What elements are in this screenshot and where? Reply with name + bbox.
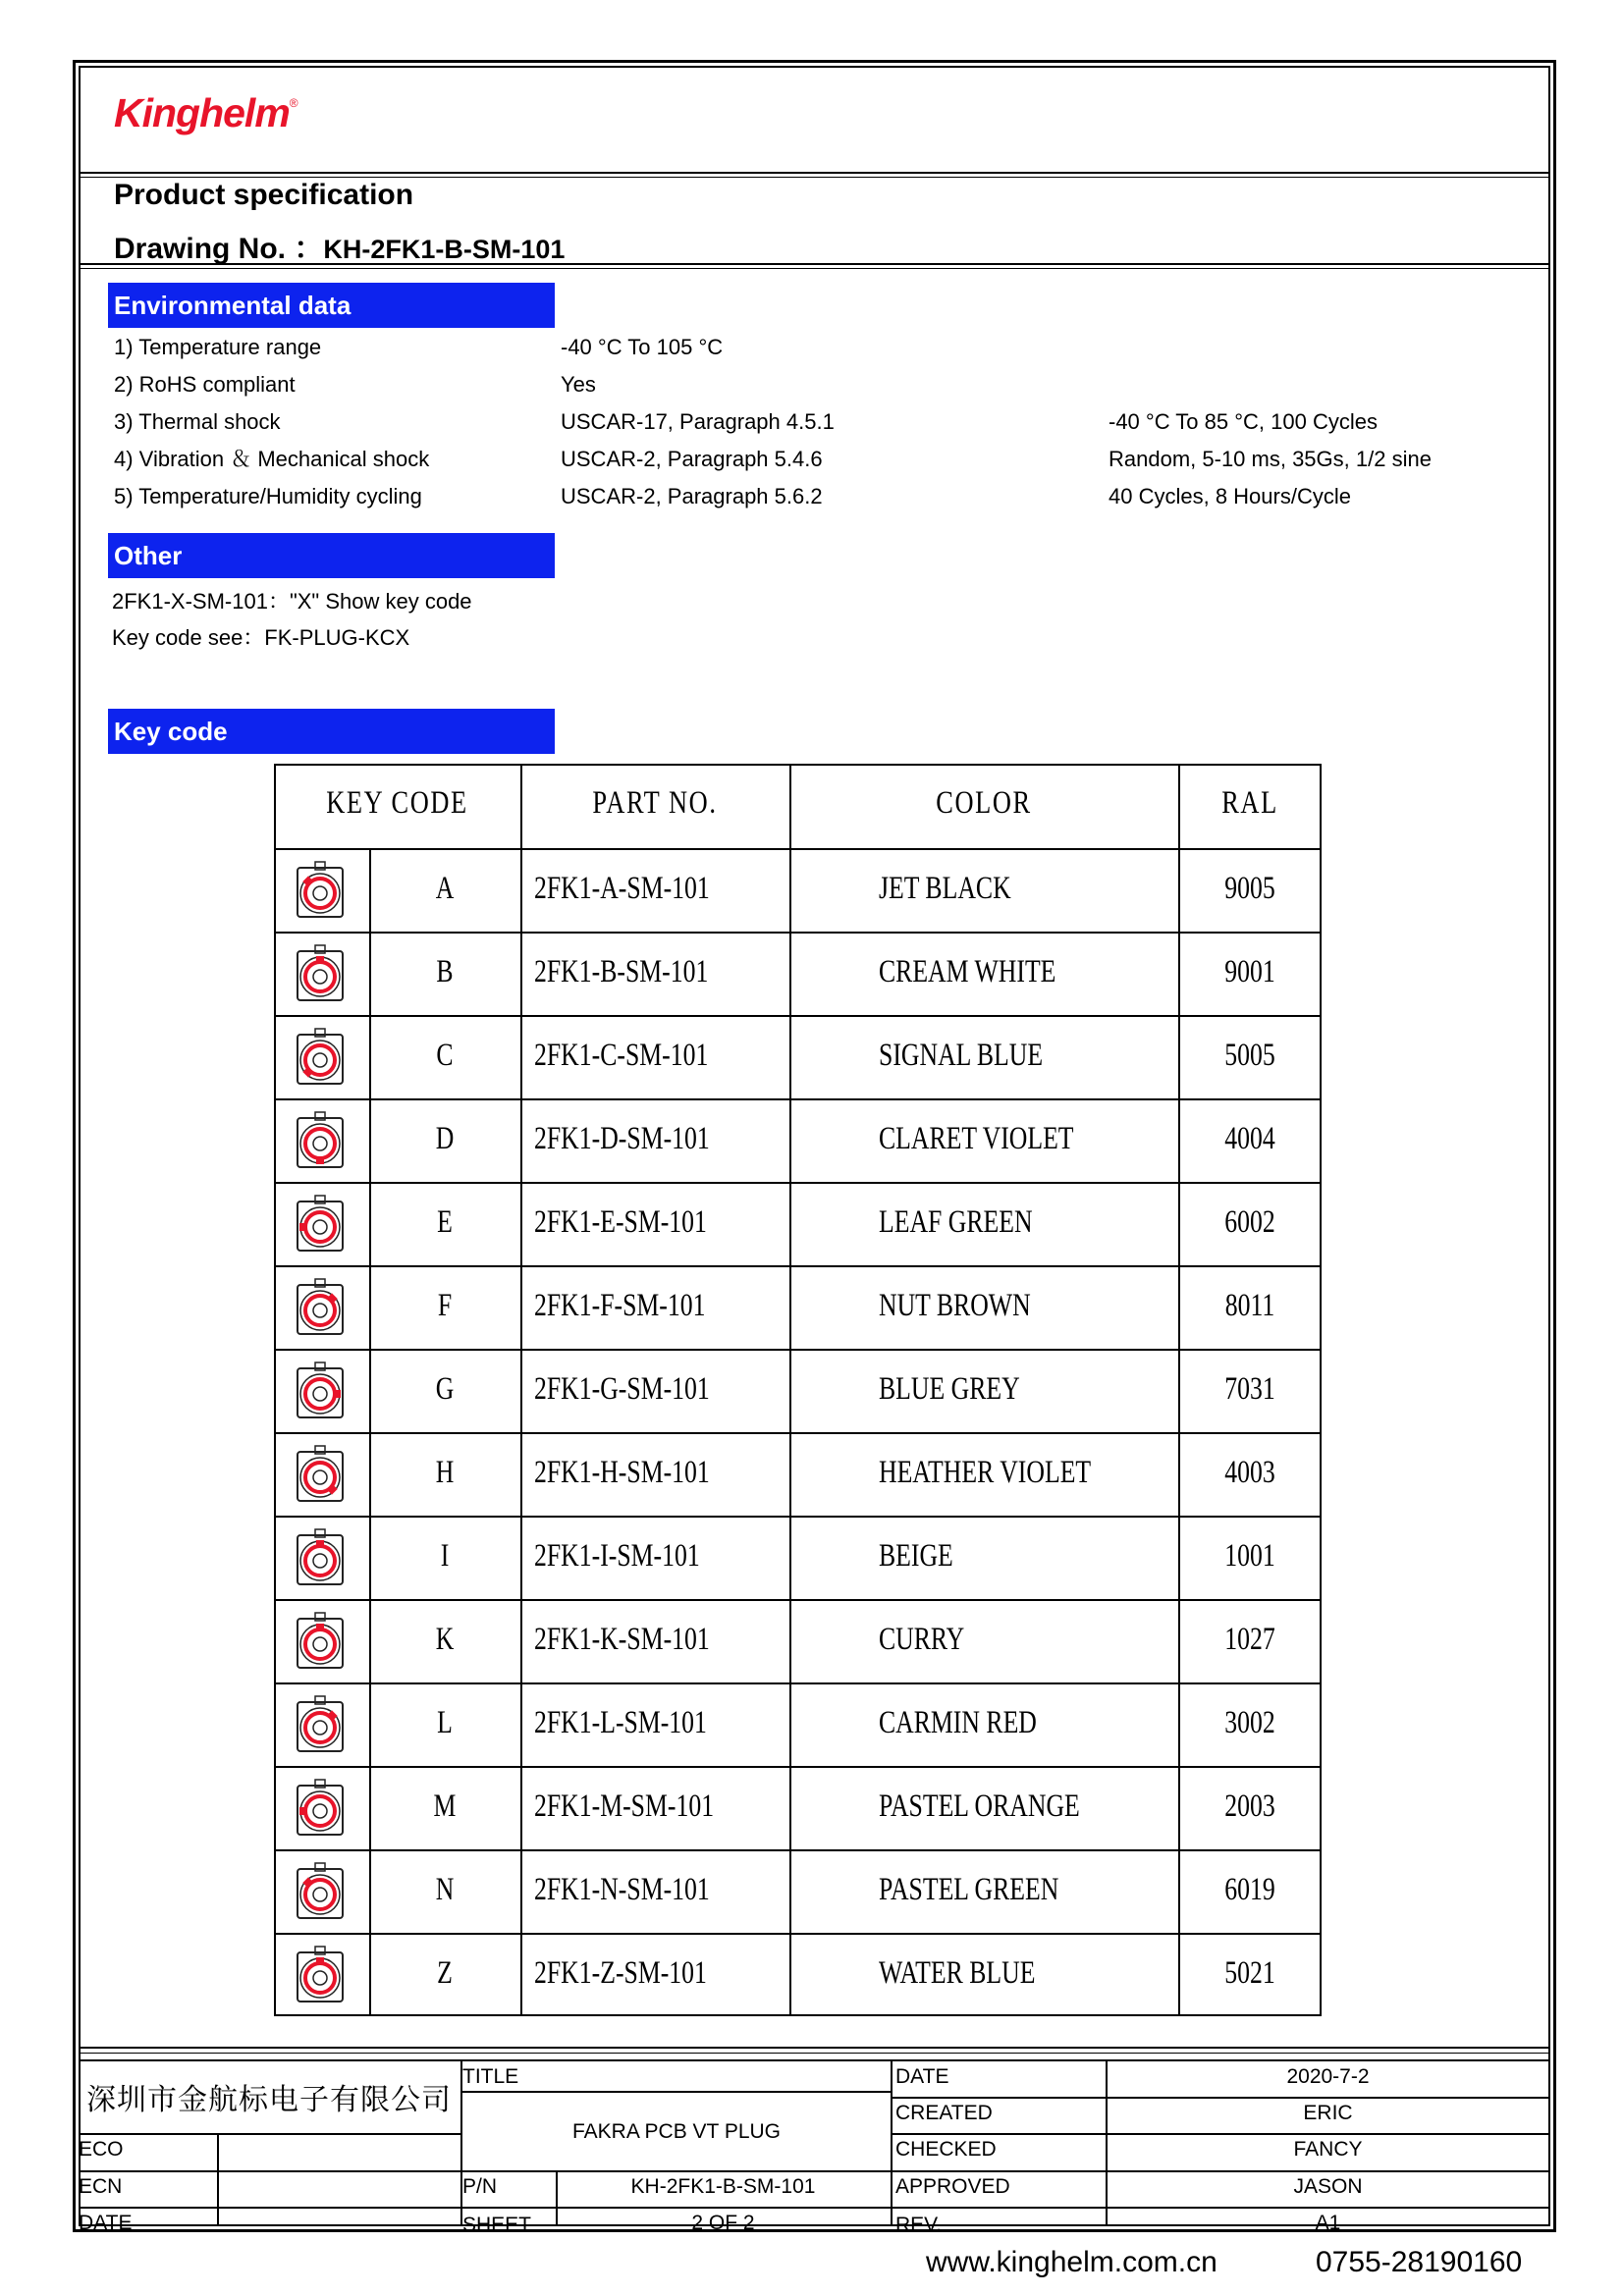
title-block-line	[217, 2133, 219, 2226]
date-label-left: DATE	[79, 2212, 133, 2234]
keycode-ral: 4004	[1224, 1120, 1275, 1156]
keycode-part: 2FK1-B-SM-101	[534, 953, 709, 989]
keycode-ral: 3002	[1224, 1704, 1275, 1740]
keycode-color: PASTEL GREEN	[879, 1871, 1059, 1907]
keycode-color: JET BLACK	[879, 870, 1011, 906]
keycode-color: WATER BLUE	[879, 1954, 1036, 1991]
keycode-ral: 1001	[1224, 1537, 1275, 1574]
keycode-code: L	[437, 1704, 453, 1740]
keycode-code: Z	[437, 1954, 453, 1991]
keycode-ral: 2003	[1224, 1788, 1275, 1824]
spec-title: Product specification	[114, 179, 414, 211]
env-item: 1) Temperature range	[114, 335, 322, 359]
title-block-line	[891, 2207, 1550, 2209]
table-row-line	[274, 1182, 1322, 1184]
title-block-line	[1106, 2059, 1108, 2226]
title-block-line	[460, 2059, 462, 2226]
created-label: CREATED	[895, 2102, 993, 2124]
env-spec: -40 °C To 105 °C	[561, 335, 724, 359]
other-heading: Other	[108, 533, 555, 578]
divider	[79, 177, 1550, 178]
keycode-code: K	[435, 1621, 455, 1657]
table-header-cell: PART NO.	[592, 785, 718, 821]
keycode-code: F	[437, 1287, 453, 1323]
keycode-color: BEIGE	[879, 1537, 953, 1574]
table-row-line	[274, 932, 1322, 934]
keycode-color: NUT BROWN	[879, 1287, 1031, 1323]
keycode-ral: 5021	[1224, 1954, 1275, 1991]
keycode-color: PASTEL ORANGE	[879, 1788, 1080, 1824]
keycode-ral: 4003	[1224, 1454, 1275, 1490]
keycode-code: C	[436, 1037, 454, 1073]
keycode-part: 2FK1-G-SM-101	[534, 1370, 710, 1407]
table-row-line	[274, 1516, 1322, 1518]
table-row-line	[274, 1265, 1322, 1267]
env-cond: -40 °C To 85 °C, 100 Cycles	[1109, 409, 1378, 434]
keycode-ral: 7031	[1224, 1370, 1275, 1407]
keycode-ral: 9005	[1224, 870, 1275, 906]
checked-label: CHECKED	[895, 2138, 997, 2161]
title-block-line	[891, 2133, 1550, 2135]
other-line: 2FK1-X-SM-101："X" Show key code	[112, 589, 472, 614]
table-row-line	[274, 1432, 1322, 1434]
title-block-line	[79, 2059, 1550, 2061]
connector-key-icon	[295, 1945, 346, 2005]
connector-key-icon	[295, 1194, 346, 1255]
title-label: TITLE	[462, 2065, 519, 2088]
keycode-code: I	[440, 1537, 450, 1574]
date-value: 2020-7-2	[1286, 2065, 1370, 2088]
table-header-cell: COLOR	[936, 785, 1032, 821]
keycode-part: 2FK1-K-SM-101	[534, 1621, 710, 1657]
title-value: FAKRA PCB VT PLUG	[571, 2120, 782, 2143]
checked-value: FANCY	[1293, 2138, 1363, 2161]
table-row-line	[274, 1098, 1322, 1100]
env-item: 3) Thermal shock	[114, 409, 281, 434]
table-row-line	[274, 1349, 1322, 1351]
connector-key-icon	[295, 1361, 346, 1421]
table-row-line	[274, 848, 1322, 850]
keycode-code: B	[436, 953, 454, 989]
connector-key-icon	[295, 1694, 346, 1755]
connector-key-icon	[295, 1027, 346, 1088]
pn-label: P/N	[462, 2175, 498, 2198]
keycode-part: 2FK1-D-SM-101	[534, 1120, 710, 1156]
table-row-line	[274, 1933, 1322, 1935]
keycode-ral: 9001	[1224, 953, 1275, 989]
title-block-line	[556, 2170, 558, 2226]
keycode-part: 2FK1-Z-SM-101	[534, 1954, 707, 1991]
title-block-line	[79, 2170, 462, 2172]
table-row-line	[274, 1015, 1322, 1017]
keycode-part: 2FK1-N-SM-101	[534, 1871, 710, 1907]
keycode-ral: 8011	[1224, 1287, 1275, 1323]
keycode-ral: 5005	[1224, 1037, 1275, 1073]
connector-key-icon	[295, 1527, 346, 1588]
divider	[79, 2053, 1550, 2054]
drawing-number: Drawing No. ：KH-2FK1-B-SM-101	[114, 233, 566, 265]
title-block-line	[79, 2207, 462, 2209]
connector-key-icon	[295, 1861, 346, 1922]
title-block-line	[462, 2091, 891, 2093]
connector-key-icon	[295, 1110, 346, 1171]
keycode-color: CARMIN RED	[879, 1704, 1037, 1740]
table-row-line	[274, 1849, 1322, 1851]
keycode-color: SIGNAL BLUE	[879, 1037, 1044, 1073]
keycode-color: LEAF GREEN	[879, 1203, 1033, 1240]
keycode-color: HEATHER VIOLET	[879, 1454, 1092, 1490]
keycode-part: 2FK1-F-SM-101	[534, 1287, 706, 1323]
env-spec: Yes	[561, 372, 596, 397]
connector-key-icon	[295, 943, 346, 1004]
divider	[79, 268, 1550, 269]
keycode-color: CREAM WHITE	[879, 953, 1056, 989]
env-cond: 40 Cycles, 8 Hours/Cycle	[1109, 484, 1351, 508]
keycode-color: CURRY	[879, 1621, 965, 1657]
connector-key-icon	[295, 1277, 346, 1338]
eco-label: ECO	[79, 2138, 124, 2161]
divider	[79, 2047, 1550, 2049]
table-column-line	[520, 764, 522, 2016]
keycode-part: 2FK1-M-SM-101	[534, 1788, 715, 1824]
table-row-line	[274, 1682, 1322, 1684]
table-header-cell: RAL	[1221, 785, 1278, 821]
env-item: 2) RoHS compliant	[114, 372, 296, 397]
title-block-line	[891, 2059, 893, 2226]
table-column-line	[789, 764, 791, 2016]
environmental-heading: Environmental data	[108, 283, 555, 328]
approved-label: APPROVED	[895, 2175, 1010, 2198]
table-row-line	[274, 1766, 1322, 1768]
env-cond: Random, 5-10 ms, 35Gs, 1/2 sine	[1109, 447, 1432, 471]
keycode-ral: 6002	[1224, 1203, 1275, 1240]
env-item: 4) Vibration ＆ Mechanical shock	[114, 447, 430, 471]
keycode-code: D	[435, 1120, 455, 1156]
kinghelm-logo: Kinghelm®	[114, 90, 298, 135]
title-block-line	[462, 2170, 891, 2172]
keycode-heading: Key code	[108, 709, 555, 754]
env-spec: USCAR-2, Paragraph 5.6.2	[561, 484, 823, 508]
keycode-part: 2FK1-C-SM-101	[534, 1037, 709, 1073]
other-line: Key code see：FK-PLUG-KCX	[112, 625, 410, 650]
footer-website[interactable]: www.kinghelm.com.cn	[926, 2246, 1217, 2278]
table-header-cell: KEY CODE	[326, 785, 468, 821]
table-column-line	[1178, 764, 1180, 2016]
approved-value: JASON	[1293, 2175, 1363, 2198]
keycode-part: 2FK1-E-SM-101	[534, 1203, 707, 1240]
env-spec: USCAR-17, Paragraph 4.5.1	[561, 409, 835, 434]
keycode-part: 2FK1-H-SM-101	[534, 1454, 710, 1490]
table-row-line	[274, 1599, 1322, 1601]
sheet-label: SHEET	[462, 2214, 532, 2236]
keycode-ral: 1027	[1224, 1621, 1275, 1657]
company-name: 深圳市金航标电子有限公司	[86, 2083, 452, 2117]
title-block-line	[462, 2207, 891, 2209]
keycode-code: H	[435, 1454, 455, 1490]
keycode-color: CLARET VIOLET	[879, 1120, 1074, 1156]
keycode-color: BLUE GREY	[879, 1370, 1020, 1407]
keycode-part: 2FK1-I-SM-101	[534, 1537, 700, 1574]
connector-key-icon	[295, 1444, 346, 1505]
rev-label: REV.	[895, 2214, 943, 2236]
divider	[79, 172, 1550, 174]
keycode-part: 2FK1-A-SM-101	[534, 870, 710, 906]
created-value: ERIC	[1303, 2102, 1353, 2124]
pn-value: KH-2FK1-B-SM-101	[630, 2175, 816, 2198]
keycode-code: A	[435, 870, 455, 906]
connector-key-icon	[295, 860, 346, 921]
connector-key-icon	[295, 1778, 346, 1839]
sheet-value: 2 OF 2	[691, 2212, 755, 2234]
date-label: DATE	[895, 2065, 949, 2088]
keycode-code: G	[435, 1370, 455, 1407]
connector-key-icon	[295, 1611, 346, 1672]
env-item: 5) Temperature/Humidity cycling	[114, 484, 422, 508]
table-column-line	[369, 848, 371, 2016]
rev-value: A1	[1315, 2212, 1341, 2234]
env-spec: USCAR-2, Paragraph 5.4.6	[561, 447, 823, 471]
title-block-line	[891, 2170, 1550, 2172]
keycode-part: 2FK1-L-SM-101	[534, 1704, 707, 1740]
title-block-line	[79, 2133, 462, 2135]
keycode-code: M	[433, 1788, 457, 1824]
footer-phone: 0755-28190160	[1316, 2246, 1523, 2278]
title-block-line	[891, 2097, 1550, 2099]
keycode-code: E	[437, 1203, 453, 1240]
keycode-code: N	[435, 1871, 455, 1907]
keycode-ral: 6019	[1224, 1871, 1275, 1907]
ecn-label: ECN	[79, 2175, 123, 2198]
